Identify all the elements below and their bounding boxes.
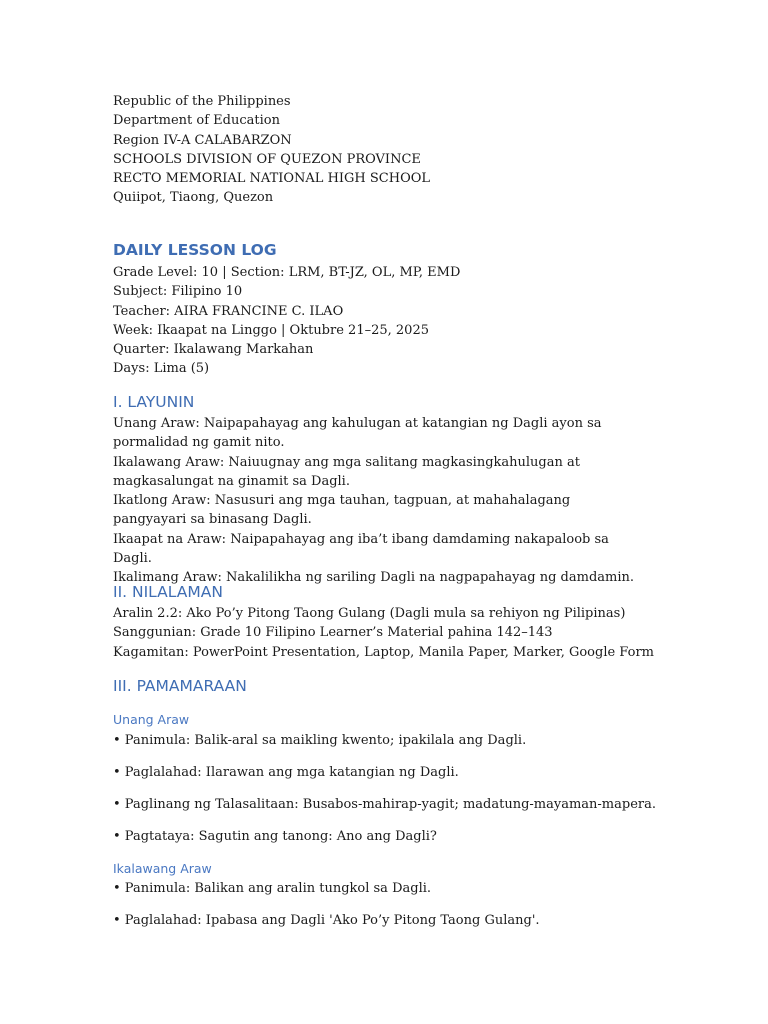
layunin-item-5: Ikalimang Araw: Nakalilikha ng sariling Dagli na nagpapahayag ng damdamin. [113,570,635,586]
info-quarter: Quarter: Ikalawang Markahan [113,342,314,358]
info-week: Week: Ikaapat na Linggo | Oktubre 21–25, 2025 [113,322,429,338]
pamamaraan-heading: III. PAMAMARAAN [113,677,247,695]
day1-heading: Unang Araw [113,712,190,727]
header-department: Department of Education [113,113,280,129]
nilalaman-kagamitan: Kagamitan: PowerPoint Presentation, Laptop, Manila Paper, Marker, Google Form [113,644,654,660]
layunin-item-4: Ikaapat na Araw: Naipapahayag ang iba’t ibang damdaming nakapaloob sa Dagli. [113,531,609,567]
info-subject: Subject: Filipino 10 [113,284,243,300]
day2-heading: Ikalawang Araw [113,861,212,876]
layunin-item-3: Ikatlong Araw: Nasusuri ang mga tauhan, tagpuan, at mahahalagang pangyayari sa binasang Dagli. [113,493,571,528]
info-days: Days: Lima (5) [113,361,210,377]
dll-title: DAILY LESSON LOG [113,241,277,259]
layunin-heading: I. LAYUNIN [113,393,195,411]
nilalaman-heading: II. NILALAMAN [113,583,223,601]
header-republic: Republic of the Philippines [113,94,291,109]
day1-bullet-3: • Paglinang ng Talasalitaan: Busabos-mahirap-yagit; madatung-mayaman-mapera. [113,797,656,812]
school-header [113,92,430,208]
day2-bullet-1: • Panimula: Balikan ang aralin tungkol sa Dagli. [113,881,432,896]
layunin-item-2: Ikalawang Araw: Naiuugnay ang mga salitang magkasingkahulugan at magkasalungat na ginamit sa Dagli. [113,454,580,489]
dll-info [113,263,460,379]
header-division: SCHOOLS DIVISION OF QUEZON PROVINCE [113,151,421,167]
info-teacher: Teacher: AIRA FRANCINE C. ILAO [113,303,344,319]
header-address: Quiipot, Tiaong, Quezon [113,190,274,206]
day2-bullet-2: • Paglalahad: Ipabasa ang Dagli 'Ako Po’y Pitong Taong Gulang'. [113,913,540,928]
day1-bullet-2: • Paglalahad: Ilarawan ang mga katangian ng Dagli. [113,765,459,780]
day1-bullet-4: • Pagtataya: Sagutin ang tanong: Ano ang Dagli? [113,829,437,844]
day1-bullet-1: • Panimula: Balik-aral sa maikling kwento; ipakilala ang Dagli. [113,733,527,748]
info-grade-level: Grade Level: 10 | Section: LRM, BT-JZ, OL, MP, EMD [113,265,461,280]
nilalaman-aralin: Aralin 2.2: Ako Po’y Pitong Taong Gulang (Dagli mula sa rehiyon ng Pilipinas) [113,606,626,621]
header-region: Region IV-A CALABARZON [113,132,292,148]
layunin-item-1: Unang Araw: Naipapahayag ang kahulugan at katangian ng Dagli ayon sa pormalidad ng gamit nito. [113,416,602,451]
layunin-list [113,414,641,588]
nilalaman-list [113,604,654,662]
nilalaman-sanggunian: Sanggunian: Grade 10 Filipino Learner’s Material pahina 142–143 [113,625,553,641]
header-school: RECTO MEMORIAL NATIONAL HIGH SCHOOL [113,171,431,187]
